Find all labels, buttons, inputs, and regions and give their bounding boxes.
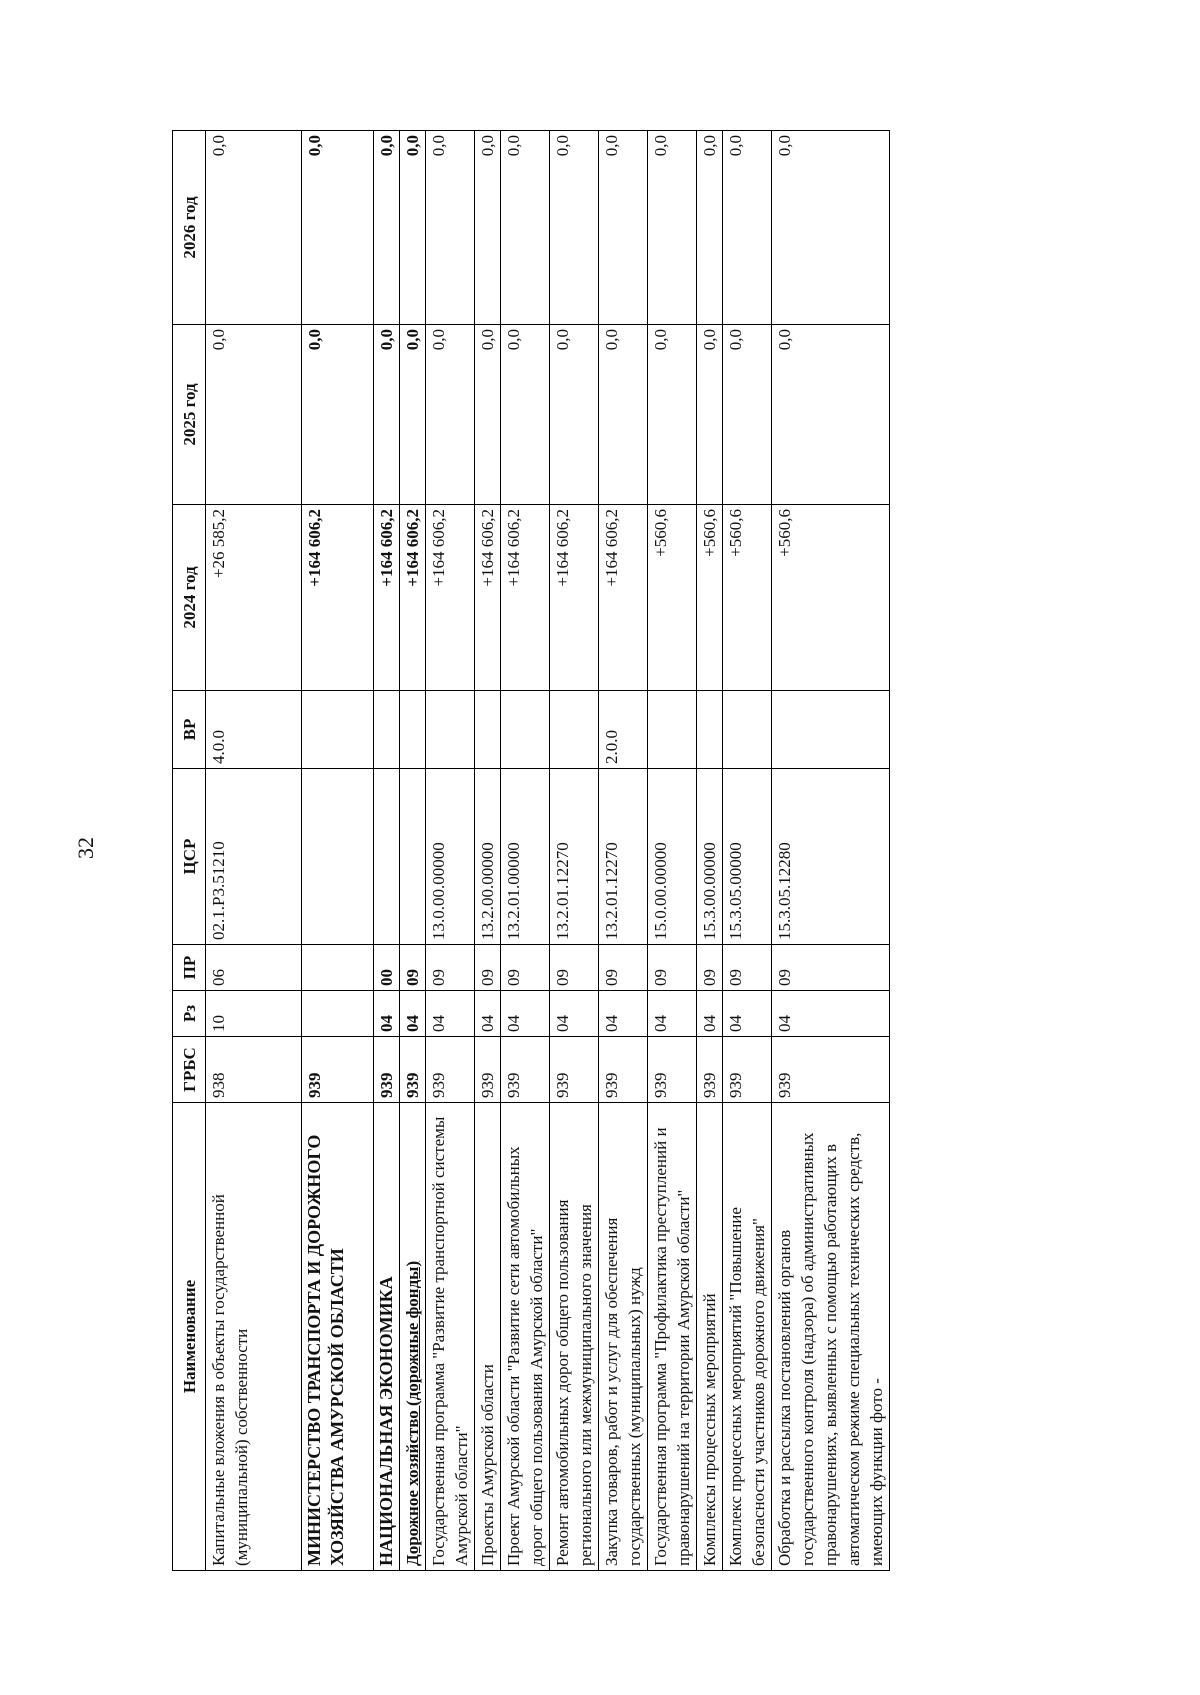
cell-2024: +560,6: [772, 505, 890, 691]
cell-pr: 09: [772, 945, 890, 991]
cell-2024: +164 606,2: [374, 505, 400, 691]
header-2025: 2025 год: [173, 325, 206, 505]
cell-pr: 09: [501, 945, 550, 991]
cell-vr: [697, 691, 723, 769]
cell-rz: 04: [374, 991, 400, 1037]
cell-2024: +560,6: [648, 505, 697, 691]
cell-vr: [648, 691, 697, 769]
cell-2025: 0,0: [550, 325, 599, 505]
cell-csr: [302, 769, 374, 945]
cell-vr: 4.0.0: [206, 691, 302, 769]
cell-name: МИНИСТЕРСТВО ТРАНСПОРТА И ДОРОЖНОГО ХОЗЯЙСТВА АМУРСКОЙ ОБЛАСТИ: [302, 1103, 374, 1571]
cell-pr: 06: [206, 945, 302, 991]
cell-name: Закупка товаров, работ и услуг для обеспечения государственных (муниципальных) нужд: [599, 1103, 648, 1571]
cell-name: Комплекс процессных мероприятий "Повышение безопасности участников дорожного движения": [723, 1103, 772, 1571]
table-row: [206, 131, 302, 1571]
header-2026: 2026 год: [173, 131, 206, 325]
cell-grbs: 939: [400, 1037, 426, 1103]
cell-2024: +164 606,2: [426, 505, 475, 691]
cell-2025: 0,0: [723, 325, 772, 505]
cell-grbs: 939: [772, 1037, 890, 1103]
cell-2025: 0,0: [400, 325, 426, 505]
cell-grbs: 939: [501, 1037, 550, 1103]
cell-2025: 0,0: [426, 325, 475, 505]
cell-vr: [426, 691, 475, 769]
table-row: [697, 131, 723, 1571]
cell-2025: 0,0: [475, 325, 501, 505]
cell-name: Капитальные вложения в объекты государственной (муниципальной) собственности: [206, 1103, 302, 1571]
cell-pr: 09: [697, 945, 723, 991]
table-row: [374, 131, 400, 1571]
cell-vr: [400, 691, 426, 769]
cell-rz: 04: [772, 991, 890, 1037]
cell-rz: 04: [475, 991, 501, 1037]
cell-rz: 10: [206, 991, 302, 1037]
table-row: [426, 131, 475, 1571]
header-2024: 2024 год: [173, 505, 206, 691]
cell-2025: 0,0: [302, 325, 374, 505]
cell-csr: 13.2.01.12270: [550, 769, 599, 945]
cell-pr: 09: [599, 945, 648, 991]
cell-2025: 0,0: [374, 325, 400, 505]
cell-name: Государственная программа "Развитие транспортной системы Амурской области": [426, 1103, 475, 1571]
cell-csr: 15.3.00.00000: [697, 769, 723, 945]
cell-pr: 09: [426, 945, 475, 991]
table-row: [501, 131, 550, 1571]
cell-name: Государственная программа "Профилактика преступлений и правонарушений на территории Амурской области": [648, 1103, 697, 1571]
cell-2024: +164 606,2: [400, 505, 426, 691]
cell-2025: 0,0: [772, 325, 890, 505]
cell-2026: 0,0: [599, 131, 648, 325]
cell-2026: 0,0: [475, 131, 501, 325]
cell-2026: 0,0: [302, 131, 374, 325]
cell-rz: 04: [400, 991, 426, 1037]
cell-2026: 0,0: [374, 131, 400, 325]
cell-pr: 09: [550, 945, 599, 991]
cell-csr: [374, 769, 400, 945]
header-pr: ПР: [173, 945, 206, 991]
table-row: [400, 131, 426, 1571]
cell-2024: +164 606,2: [302, 505, 374, 691]
cell-name: Проект Амурской области "Развитие сети автомобильных дорог общего пользования Амурской области": [501, 1103, 550, 1571]
cell-vr: [550, 691, 599, 769]
cell-rz: 04: [697, 991, 723, 1037]
cell-pr: 09: [400, 945, 426, 991]
page-number: 32: [73, 837, 98, 859]
cell-2026: 0,0: [550, 131, 599, 325]
cell-csr: 15.3.05.00000: [723, 769, 772, 945]
cell-rz: 04: [648, 991, 697, 1037]
table-row: [648, 131, 697, 1571]
cell-2026: 0,0: [206, 131, 302, 325]
cell-pr: [302, 945, 374, 991]
cell-2025: 0,0: [501, 325, 550, 505]
table-row: [599, 131, 648, 1571]
cell-2024: +26 585,2: [206, 505, 302, 691]
cell-vr: [501, 691, 550, 769]
header-rz: Рз: [173, 991, 206, 1037]
table-header-row: [173, 131, 206, 1571]
cell-vr: [772, 691, 890, 769]
cell-vr: [475, 691, 501, 769]
cell-2026: 0,0: [772, 131, 890, 325]
cell-rz: 04: [501, 991, 550, 1037]
table-row: [550, 131, 599, 1571]
cell-name: Проекты Амурской области: [475, 1103, 501, 1571]
cell-grbs: 939: [599, 1037, 648, 1103]
cell-grbs: 939: [648, 1037, 697, 1103]
cell-grbs: 939: [550, 1037, 599, 1103]
rotated-table-container: [172, 131, 1020, 1571]
cell-grbs: 939: [723, 1037, 772, 1103]
cell-pr: 00: [374, 945, 400, 991]
cell-grbs: 939: [697, 1037, 723, 1103]
cell-csr: 02.1.Р3.51210: [206, 769, 302, 945]
header-grbs: ГРБС: [173, 1037, 206, 1103]
cell-2024: +164 606,2: [475, 505, 501, 691]
cell-rz: 04: [426, 991, 475, 1037]
cell-csr: 15.0.00.00000: [648, 769, 697, 945]
cell-2025: 0,0: [697, 325, 723, 505]
cell-grbs: 939: [302, 1037, 374, 1103]
header-name: Наименование: [173, 1103, 206, 1571]
cell-2026: 0,0: [400, 131, 426, 325]
table-row: [723, 131, 772, 1571]
cell-rz: [302, 991, 374, 1037]
cell-pr: 09: [648, 945, 697, 991]
cell-rz: 04: [723, 991, 772, 1037]
cell-csr: [400, 769, 426, 945]
header-vr: ВР: [173, 691, 206, 769]
cell-2024: +164 606,2: [550, 505, 599, 691]
cell-vr: 2.0.0: [599, 691, 648, 769]
cell-2024: +164 606,2: [599, 505, 648, 691]
table-row: [302, 131, 374, 1571]
cell-name: Дорожное хозяйство (дорожные фонды): [400, 1103, 426, 1571]
cell-csr: 13.2.01.00000: [501, 769, 550, 945]
cell-csr: 13.0.00.00000: [426, 769, 475, 945]
cell-2024: +560,6: [723, 505, 772, 691]
cell-2025: 0,0: [206, 325, 302, 505]
cell-grbs: 938: [206, 1037, 302, 1103]
cell-rz: 04: [599, 991, 648, 1037]
budget-table: [172, 130, 890, 1571]
cell-2026: 0,0: [723, 131, 772, 325]
cell-2025: 0,0: [648, 325, 697, 505]
cell-name: Ремонт автомобильных дорог общего пользования регионального или межмуниципального значения: [550, 1103, 599, 1571]
table-row: [475, 131, 501, 1571]
header-csr: ЦСР: [173, 769, 206, 945]
cell-rz: 04: [550, 991, 599, 1037]
cell-name: Обработка и рассылка постановлений органов государственного контроля (надзора) об административных правонарушениях, выявленных с помощью работающих в автоматическом режиме специальных технических средств, имеющих функции фото -: [772, 1103, 890, 1571]
cell-csr: 15.3.05.12280: [772, 769, 890, 945]
cell-2026: 0,0: [648, 131, 697, 325]
cell-vr: [302, 691, 374, 769]
cell-csr: 13.2.00.00000: [475, 769, 501, 945]
cell-name: Комплексы процессных мероприятий: [697, 1103, 723, 1571]
cell-pr: 09: [475, 945, 501, 991]
cell-2026: 0,0: [426, 131, 475, 325]
cell-grbs: 939: [426, 1037, 475, 1103]
cell-vr: [723, 691, 772, 769]
cell-2026: 0,0: [697, 131, 723, 325]
cell-grbs: 939: [374, 1037, 400, 1103]
cell-2024: +164 606,2: [501, 505, 550, 691]
cell-2024: +560,6: [697, 505, 723, 691]
cell-2025: 0,0: [599, 325, 648, 505]
cell-pr: 09: [723, 945, 772, 991]
cell-2026: 0,0: [501, 131, 550, 325]
cell-csr: 13.2.01.12270: [599, 769, 648, 945]
cell-name: НАЦИОНАЛЬНАЯ ЭКОНОМИКА: [374, 1103, 400, 1571]
cell-vr: [374, 691, 400, 769]
table-row: [772, 131, 890, 1571]
cell-grbs: 939: [475, 1037, 501, 1103]
